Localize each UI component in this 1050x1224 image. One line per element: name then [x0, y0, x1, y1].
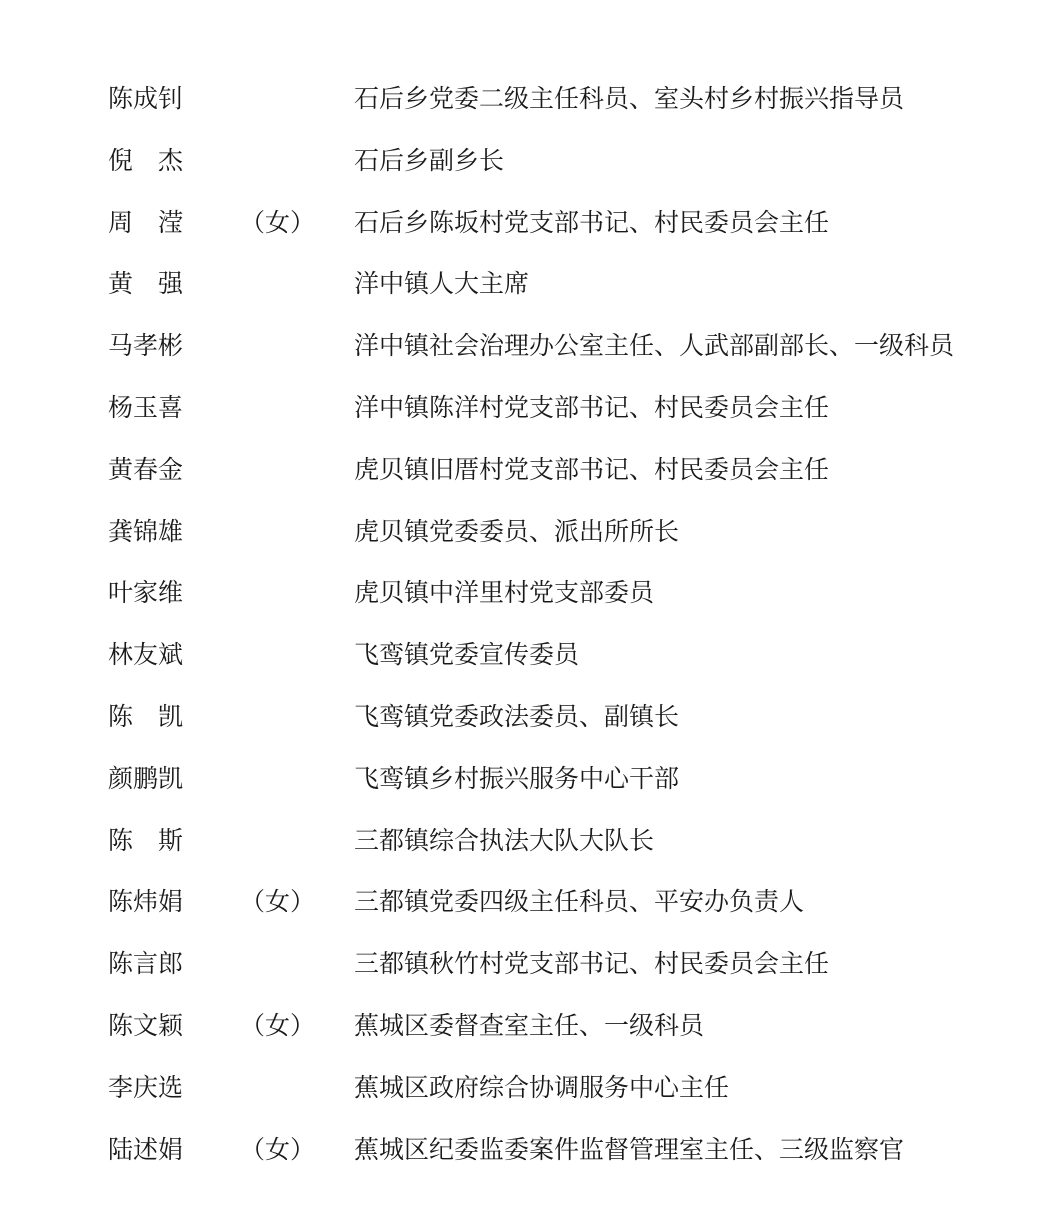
position-title: 虎贝镇旧厝村党支部书记、村民委员会主任: [354, 454, 830, 484]
position-title: 蕉城区委督查室主任、一级科员: [354, 1010, 705, 1040]
person-name: 李庆选: [108, 1072, 184, 1102]
position-title: 三都镇综合执法大队大队长: [354, 825, 655, 855]
position-title: 石后乡副乡长: [354, 145, 505, 175]
person-name: 周 滢: [108, 207, 184, 237]
person-name: 陈 凯: [108, 701, 184, 731]
person-name: 陈成钊: [108, 84, 184, 113]
position-title: 虎贝镇中洋里村党支部委员: [354, 578, 655, 608]
position-title: 虎贝镇党委委员、派出所所长: [354, 516, 680, 546]
position-title: 蕉城区政府综合协调服务中心主任: [354, 1072, 730, 1102]
person-name: 杨玉喜: [108, 392, 184, 422]
gender-note: （女）: [240, 887, 316, 917]
gender-note: （女）: [240, 207, 316, 237]
person-name: 陈炜娟: [108, 887, 184, 917]
roster-row: [108, 1119, 1008, 1181]
roster-row: [108, 315, 1008, 377]
roster-row: [108, 624, 1008, 686]
position-title: 三都镇党委四级主任科员、平安办负责人: [354, 887, 805, 917]
gender-note: （女）: [240, 1134, 316, 1164]
roster-row: [108, 130, 1008, 192]
person-name: 陈文颖: [108, 1010, 184, 1040]
person-name: 陈 斯: [108, 825, 184, 855]
roster-row: [108, 562, 1008, 624]
position-title: 洋中镇社会治理办公室主任、人武部副部长、一级科员: [354, 331, 955, 361]
person-name: 陆述娟: [108, 1134, 184, 1164]
position-title: 洋中镇陈洋村党支部书记、村民委员会主任: [354, 392, 830, 422]
roster-row: [108, 192, 1008, 254]
roster-row: [108, 1057, 1008, 1119]
roster-row: [108, 377, 1008, 439]
position-title: 蕉城区纪委监委案件监督管理室主任、三级监察官: [354, 1134, 905, 1164]
roster-row: [108, 995, 1008, 1057]
position-title: 飞鸾镇党委宣传委员: [354, 640, 580, 670]
person-name: 龚锦雄: [108, 516, 184, 546]
roster-row: [108, 871, 1008, 933]
roster-row: [108, 68, 1008, 130]
person-name: 倪 杰: [108, 145, 184, 175]
person-name: 马孝彬: [108, 331, 184, 361]
person-name: 黄 强: [108, 269, 184, 299]
position-title: 三都镇秋竹村党支部书记、村民委员会主任: [354, 949, 830, 979]
roster-row: [108, 439, 1008, 501]
roster-list: [108, 68, 1008, 1180]
person-name: 颜鹏凯: [108, 763, 184, 793]
person-name: 林友斌: [108, 640, 184, 670]
position-title: 石后乡陈坂村党支部书记、村民委员会主任: [354, 207, 830, 237]
roster-row: [108, 933, 1008, 995]
gender-note: （女）: [240, 1010, 316, 1040]
roster-row: [108, 253, 1008, 315]
roster-row: [108, 748, 1008, 810]
position-title: 飞鸾镇乡村振兴服务中心干部: [354, 763, 680, 793]
person-name: 黄春金: [108, 454, 184, 484]
roster-row: [108, 686, 1008, 748]
position-title: 洋中镇人大主席: [354, 269, 530, 299]
position-title: 飞鸾镇党委政法委员、副镇长: [354, 701, 680, 731]
roster-row: [108, 501, 1008, 563]
roster-row: [108, 810, 1008, 872]
position-title: 石后乡党委二级主任科员、室头村乡村振兴指导员: [354, 84, 905, 113]
person-name: 叶家维: [108, 578, 184, 608]
person-name: 陈言郎: [108, 949, 184, 979]
